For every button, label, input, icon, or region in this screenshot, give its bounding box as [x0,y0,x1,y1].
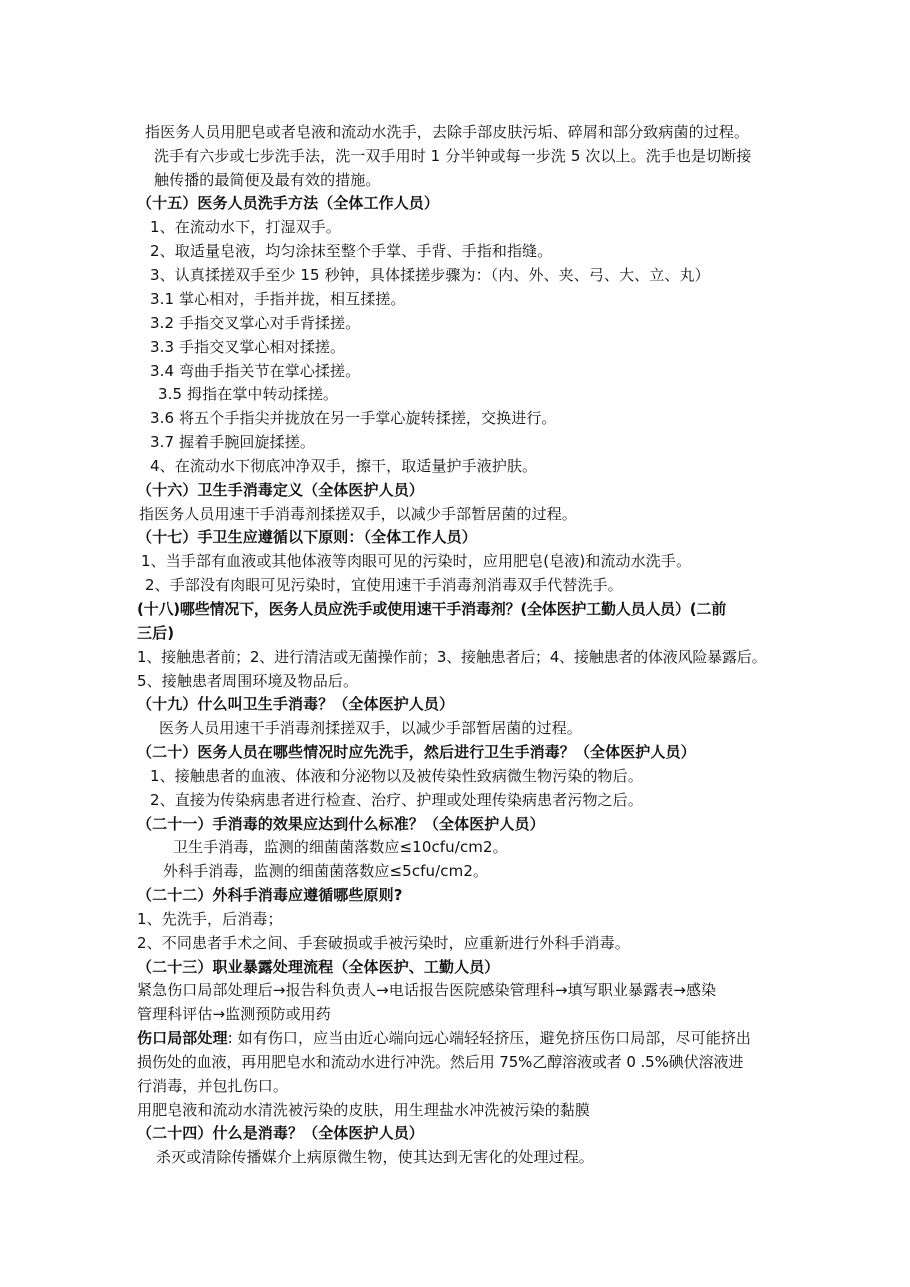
text-line: 1、在流动水下，打湿双手。 [150,218,341,236]
text-line: 损伤处的血液，再用肥皂水和流动水进行冲洗。然后用 75%乙醇溶液或者 0 .5%碘伏溶液进 [137,1053,744,1071]
text-line: 3.3 手指交叉掌心相对揉搓。 [150,338,346,356]
text-line: 触传播的最简便及最有效的措施。 [154,171,381,189]
text-line: 2、取适量皂液，均匀涂抹至整个手掌、手背、手指和指缝。 [150,242,553,260]
text-line: 管理科评估→监测预防或用药 [137,1005,331,1023]
text-line: 3、认真揉搓双手至少 15 秒钟，具体揉搓步骤为：（内、外、夹、弓、大、立、丸） [150,266,710,284]
section-heading: （十七）手卫生应遵循以下原则：（全体工作人员） [137,528,477,546]
text-line: 指医务人员用速干手消毒剂揉搓双手，以减少手部暂居菌的过程。 [139,505,577,523]
section-heading: （十九）什么叫卫生手消毒？（全体医护人员） [137,695,455,713]
text-line: 3.1 掌心相对，手指并拢，相互揉搓。 [150,290,406,308]
text-line: 3.5 拇指在掌中转动揉搓。 [158,385,339,403]
text-line: 5、接触患者周围环境及物品后。 [137,672,359,690]
text-line: 2、直接为传染病患者进行检查、治疗、护理或处理传染病患者污物之后。 [150,791,643,809]
section-heading: （十五）医务人员洗手方法（全体工作人员） [137,194,440,212]
text-line: 3.7 握着手腕回旋揉搓。 [150,433,315,451]
section-heading: （十六）卫生手消毒定义（全体医护人员） [137,481,424,499]
text-line: 2、手部没有肉眼可见污染时，宜使用速干手消毒剂消毒双手代替洗手。 [145,576,623,594]
text-line: 用肥皂液和流动水清洗被污染的皮肤，用生理盐水冲洗被污染的黏膜 [137,1101,591,1119]
inline-text: : 如有伤口，应当由近心端向远心端轻轻挤压，避免挤压伤口局部，尽可能挤出 [227,1029,752,1047]
section-heading: （二十一）手消毒的效果应达到什么标准？（全体医护人员） [137,815,545,833]
section-heading: （二十三）职业暴露处理流程（全体医护、工勤人员） [137,958,500,976]
text-line: 医务人员用速干手消毒剂揉搓双手，以减少手部暂居菌的过程。 [159,719,582,737]
text-line: 1、接触患者的血液、体液和分泌物以及被传染性致病微生物污染的物后。 [150,767,643,785]
text-line: 3.2 手指交叉掌心对手背揉搓。 [150,314,361,332]
text-line: 3.6 将五个手指尖并拢放在另一手掌心旋转揉搓，交换进行。 [150,409,557,427]
text-line: 2、不同患者手术之间、手套破损或手被污染时，应重新进行外科手消毒。 [137,934,630,952]
text-line: 指医务人员用肥皂或者皂液和流动水洗手，去除手部皮肤污垢、碎屑和部分致病菌的过程。 [145,123,750,141]
text-line: 行消毒，并包扎伤口。 [137,1077,289,1095]
text-line: 1、当手部有血液或其他体液等肉眼可见的污染时，应用肥皂(皂液)和流动水洗手。 [141,552,692,570]
section-heading: （二十四）什么是消毒？（全体医护人员） [137,1124,424,1142]
text-line: 洗手有六步或七步洗手法，洗一双手用时 1 分半钟或每一步洗 5 次以上。洗手也是切断接 [154,147,752,165]
section-heading: 三后) [137,624,175,642]
text-line: 杀灭或清除传播媒介上病原微生物，使其达到无害化的处理过程。 [156,1148,594,1166]
text-line: 紧急伤口局部处理后→报告科负责人→电话报告医院感染管理科→填写职业暴露表→感染 [137,981,717,999]
text-line: 1、先洗手，后消毒； [137,910,283,928]
inline-bold-label: 伤口局部处理 [137,1029,228,1047]
text-line: 1、接触患者前；2、进行清洁或无菌操作前；3、接触患者后；4、接触患者的体液风险暴露后。 [137,648,767,666]
section-heading: (十八)哪些情况下，医务人员应洗手或使用速干手消毒剂？(全体医护工勤人员人员）(二前 [137,600,727,618]
section-heading: （二十二）外科手消毒应遵循哪些原则? [137,886,403,904]
text-line: 4、在流动水下彻底冲净双手，擦干，取适量护手液护肤。 [150,457,538,475]
text-line: 3.4 弯曲手指关节在掌心揉搓。 [150,362,361,380]
section-heading: （二十）医务人员在哪些情况时应先洗手，然后进行卫生手消毒？（全体医护人员） [137,743,696,761]
text-line: 卫生手消毒，监测的细菌菌落数应≤10cfu/cm2。 [173,838,508,856]
text-line: 外科手消毒，监测的细菌菌落数应≤5cfu/cm2。 [163,862,489,880]
text-line [137,1027,751,1049]
